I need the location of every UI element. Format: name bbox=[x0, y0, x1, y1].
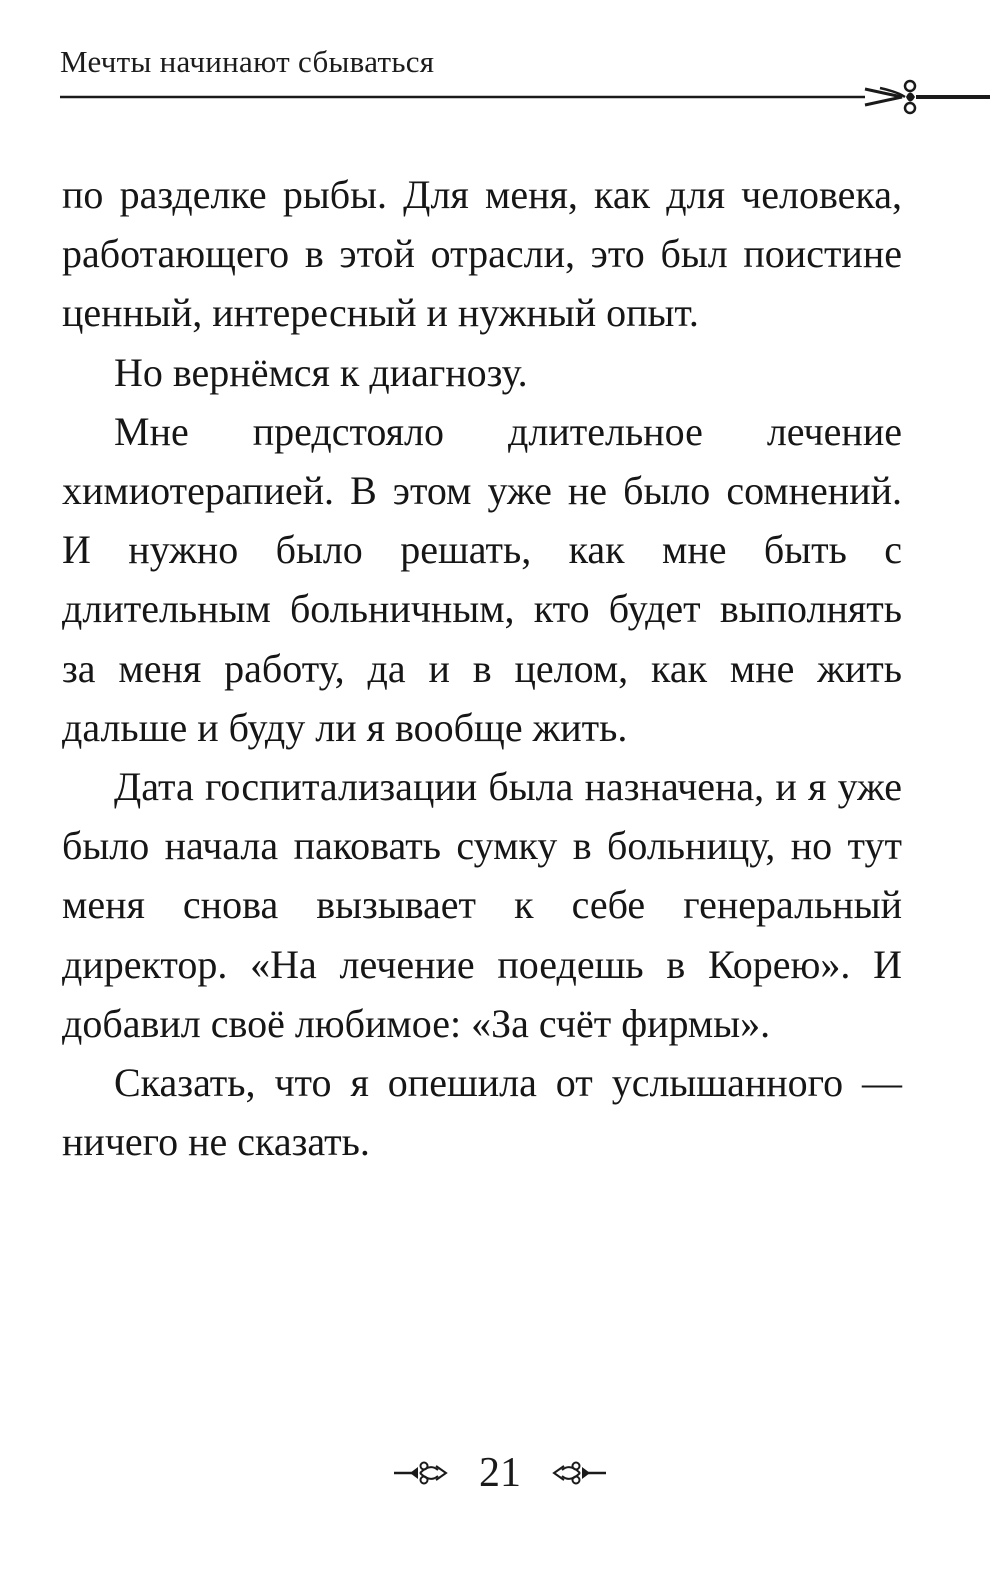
fleuron-right-icon bbox=[548, 1458, 608, 1488]
page-number: 21 bbox=[479, 1450, 521, 1496]
paragraph: Дата госпитализации была назначена, и я уже было начала паковать сумку в больницу, но тут меня снова вызывает к себе генеральный директор. «На лечение поедешь в Корею». И добавил своё любимое: «За счёт фирмы». bbox=[62, 764, 902, 1046]
paragraph: по разделке рыбы. Для меня, как для человека, работающего в этой отрасли, это был поистине ценный, интересный и нужный опыт. bbox=[62, 172, 902, 336]
running-head: Мечты начинают сбываться bbox=[60, 44, 435, 79]
paragraph: Мне предстояло длительное лечение химиотерапией. В этом уже не было сомнений. И нужно было решать, как мне быть с длительным больничным, кто будет выполнять за меня работу, да и в целом, как мне жить дальше и буду ли я вообще жить. bbox=[62, 408, 902, 750]
fleuron-left-icon bbox=[392, 1458, 452, 1488]
head-rule-flourish-icon bbox=[60, 78, 990, 118]
paragraph: Но вернёмся к диагнозу. bbox=[114, 349, 528, 395]
page-footer bbox=[0, 1438, 1000, 1508]
body-text bbox=[62, 165, 902, 1171]
paragraph: Сказать, что я опешила от услышанного — ничего не сказать. bbox=[62, 1060, 902, 1165]
